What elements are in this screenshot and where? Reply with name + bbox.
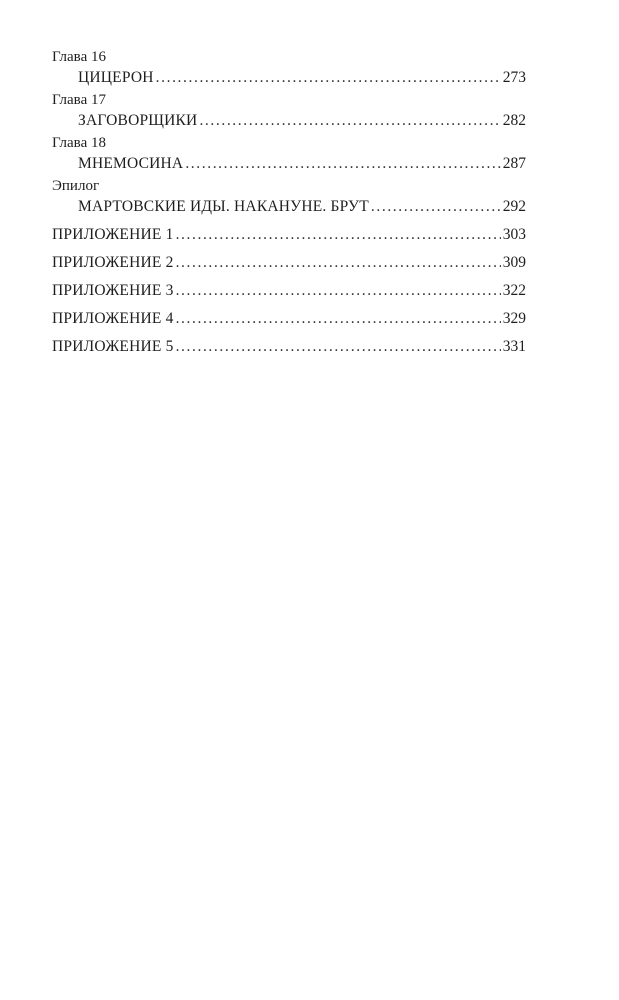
dot-leader <box>176 223 501 247</box>
chapter-label: Глава 16 <box>52 49 106 65</box>
toc-entry-page-number: 329 <box>502 310 526 327</box>
dot-leader <box>371 195 501 219</box>
toc-entry-appendix-1 <box>52 223 526 247</box>
toc-entry-appendix-4 <box>52 307 526 331</box>
toc-entry-page-number: 303 <box>502 226 526 243</box>
toc-entry-page-number: 309 <box>502 254 526 271</box>
dot-leader <box>176 307 501 331</box>
toc-entry-chapter-16 <box>52 66 526 90</box>
chapter-label: Глава 17 <box>52 92 106 108</box>
toc-entry-page-number: 322 <box>502 282 526 299</box>
toc-entry-chapter-18 <box>52 152 526 176</box>
chapter-label: Глава 18 <box>52 135 106 151</box>
toc-entry-title: ЦИЦЕРОН <box>78 69 154 86</box>
toc-entry-page-number: 287 <box>502 155 526 172</box>
toc-entry-page-number: 273 <box>502 69 526 86</box>
toc-entry-title: ПРИЛОЖЕНИЕ 4 <box>52 310 174 327</box>
dot-leader <box>176 335 501 359</box>
toc-entry-chapter-17 <box>52 109 526 133</box>
toc-entry-title: ПРИЛОЖЕНИЕ 5 <box>52 338 174 355</box>
toc-entry-appendix-3 <box>52 279 526 303</box>
dot-leader <box>199 109 500 133</box>
dot-leader <box>176 279 501 303</box>
toc-entry-appendix-2 <box>52 251 526 275</box>
table-of-contents <box>52 48 526 359</box>
toc-entry-title: МАРТОВСКИЕ ИДЫ. НАКАНУНЕ. БРУТ <box>78 198 369 215</box>
chapter-label: Эпилог <box>52 178 100 194</box>
toc-entry-page-number: 331 <box>502 338 526 355</box>
toc-entry-page-number: 292 <box>502 198 526 215</box>
toc-entry-appendix-5 <box>52 335 526 359</box>
toc-entry-title: ПРИЛОЖЕНИЕ 2 <box>52 254 174 271</box>
dot-leader <box>185 152 500 176</box>
toc-entry-title: ПРИЛОЖЕНИЕ 3 <box>52 282 174 299</box>
toc-entry-title: ЗАГОВОРЩИКИ <box>78 112 198 129</box>
toc-entry-epilogue <box>52 195 526 219</box>
toc-entry-page-number: 282 <box>502 112 526 129</box>
dot-leader <box>176 251 501 275</box>
toc-entry-title: ПРИЛОЖЕНИЕ 1 <box>52 226 174 243</box>
toc-entry-title: МНЕМОСИНА <box>78 155 184 172</box>
dot-leader <box>156 66 501 90</box>
